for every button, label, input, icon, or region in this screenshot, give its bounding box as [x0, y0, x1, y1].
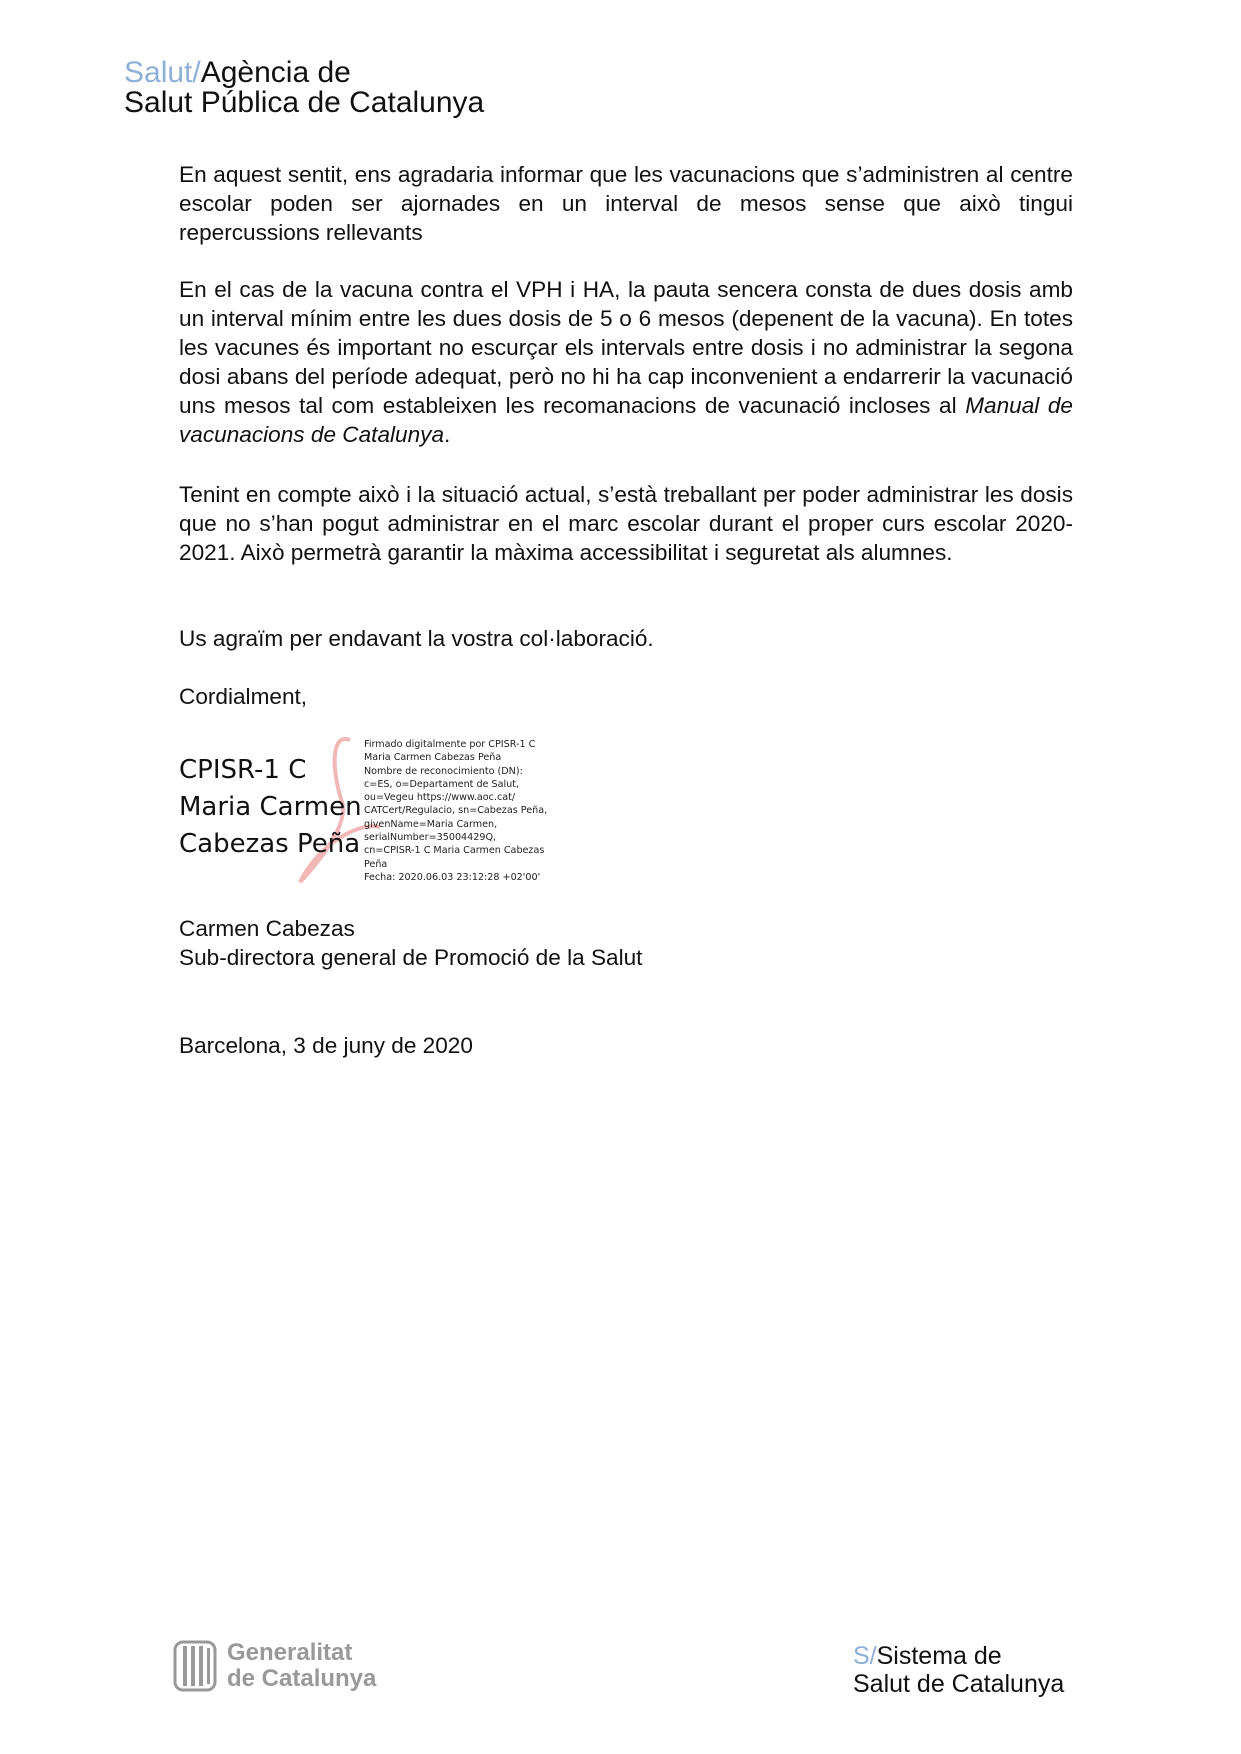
- paragraph-2: En el cas de la vacuna contra el VPH i HA, la pauta sencera consta de dues dosis amb un interval mínim entre les dues dosis de 5 o 6 mesos (depenent de la vacuna). En totes les vacunes és important no escurçar els intervals entre dosis i no administrar la segona dosi abans del període adequat, però no hi ha cap inconvenient a endarrerir la vacunació uns mesos tal com estableixen les recomanacions de vacunació incloses al Manual de vacunacions de Catalunya.: [179, 277, 1073, 447]
- signer-title: Sub-directora general de Promoció de la Salut: [179, 945, 643, 970]
- paragraph-1: En aquest sentit, ens agradaria informar que les vacunacions que s’administren al centre escolar poden ser ajornades en un interval de mesos sense que això tingui repercussions rellevants: [179, 162, 1073, 245]
- agency-logo: [124, 58, 484, 118]
- closing: Cordialment,: [179, 684, 308, 709]
- paragraph-3: Tenint en compte això i la situació actual, s’està treballant per poder administrar les dosis que no s’han pogut administrar en el marc escolar durant el proper curs escolar 2020-2021. Això permetrà garantir la màxima accessibilitat i seguretat als alumnes.: [179, 482, 1073, 565]
- signer-block: [179, 914, 1073, 972]
- brand-salut: Salut/: [124, 56, 201, 89]
- paragraph-4: Us agraïm per endavant la vostra col·laboració.: [179, 626, 654, 651]
- agency-line2: Salut Pública de Catalunya: [124, 86, 485, 119]
- generalitat-emblem-icon: [173, 1640, 217, 1692]
- agency-line1: Agència de: [200, 56, 351, 89]
- signature-name: CPISR-1 C Maria Carmen Cabezas Peña: [179, 755, 362, 859]
- generalitat-logo: Generalitat de Catalunya: [173, 1640, 376, 1692]
- sistema-salut-logo: S/Sistema de Salut de Catalunya: [853, 1642, 1065, 1698]
- place-date: Barcelona, 3 de juny de 2020: [179, 1033, 473, 1058]
- signature-details: Firmado digitalmente por CPISR-1 C Maria Carmen Cabezas Peña Nombre de reconocimiento (DN): c=ES, o=Departament de Salut, ou=Vegeu https://www.aoc.cat/ CATCert/Regulacio, sn=Cabezas Peña, givenName=Maria Carmen, serialNumber=35004429Q, cn=CPISR-1 C Maria Carmen Cabezas Peña Fecha: 2020.06.03 23:12:28 +02'00': [364, 739, 548, 883]
- manual-title: Manual de vacunacions de Catalunya: [179, 393, 1073, 447]
- signer-name: Carmen Cabezas: [179, 916, 355, 941]
